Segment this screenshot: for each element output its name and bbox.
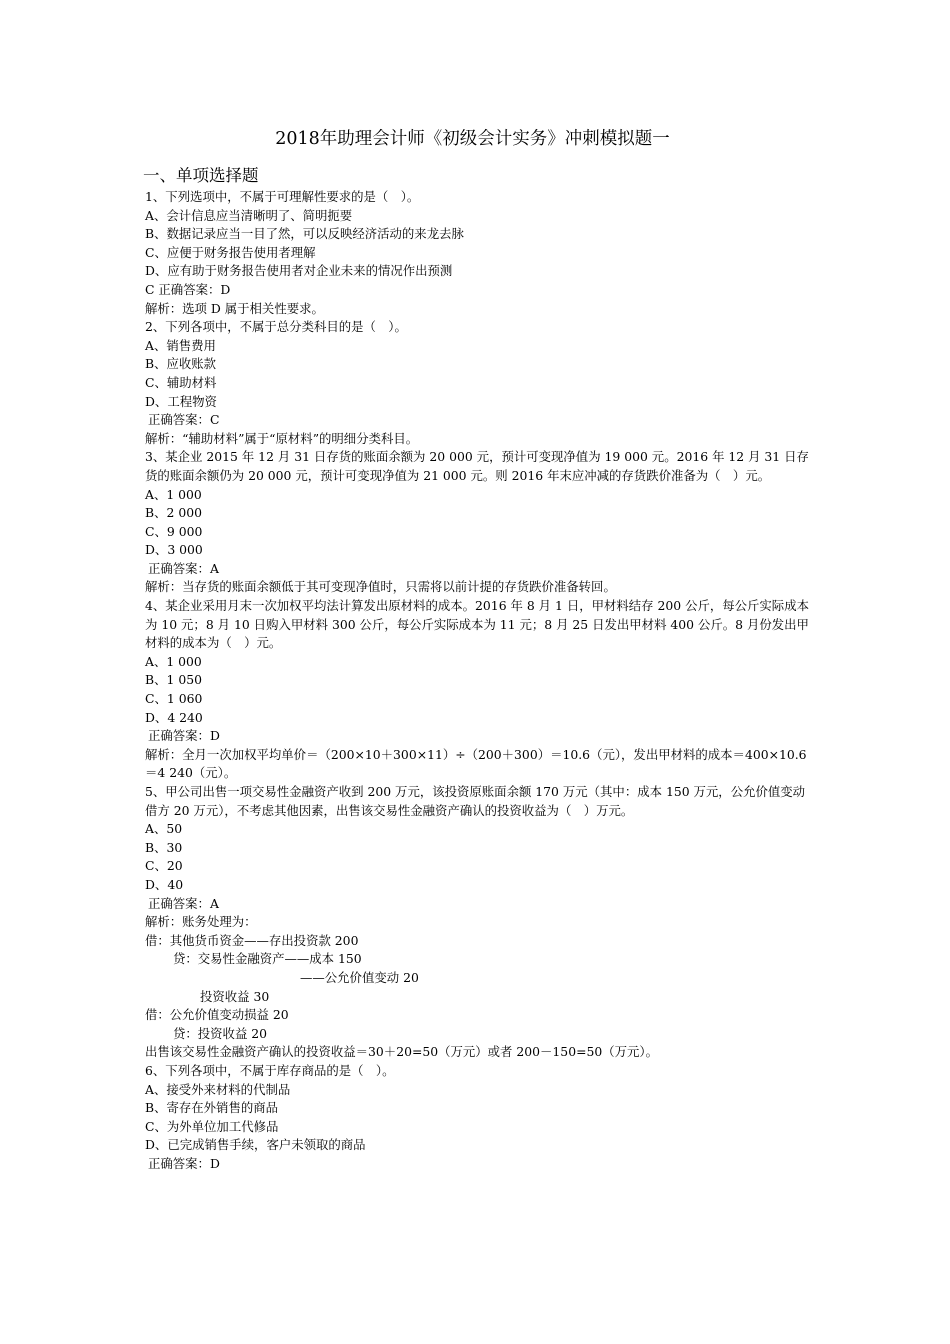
question-2-option-c: C、辅助材料 xyxy=(145,374,217,390)
question-6-stem: 6、下列各项中，不属于库存商品的是（ ）。 xyxy=(145,1062,395,1078)
section-heading: 一、单项选择题 xyxy=(143,166,259,185)
question-6-option-a: A、接受外来材料的代制品 xyxy=(145,1081,291,1097)
journal-entry-line: 贷：交易性金融资产——成本 150 xyxy=(173,951,362,967)
question-3-answer: 正确答案：A xyxy=(148,560,219,576)
question-3-option-a: A、1 000 xyxy=(145,486,202,502)
question-3-stem: 3、某企业 2015 年 12 月 31 日存货的账面余额为 20 000 元，预计可变现净值为 19 000 元。2016 年 12 月 31 日存货的账面余额仍为 20 000 元，预计可变现净值为 21 000 元。则 2016 年末应冲减的存货跌价准备为（ ）元。 xyxy=(145,449,809,483)
question-2-option-d: D、工程物资 xyxy=(145,393,217,409)
question-3-analysis: 解析：当存货的账面余额低于其可变现净值时，只需将以前计提的存货跌价准备转回。 xyxy=(145,579,616,595)
question-6-option-b: B、寄存在外销售的商品 xyxy=(145,1100,279,1116)
journal-entry-line: ——公允价值变动 20 xyxy=(300,969,419,985)
question-2-stem: 2、下列各项中，不属于总分类科目的是（ ）。 xyxy=(145,319,407,335)
question-5-option-c: C、20 xyxy=(145,858,183,874)
journal-entry-line: 贷：投资收益 20 xyxy=(173,1025,268,1041)
question-3-option-b: B、2 000 xyxy=(145,505,202,521)
question-1-stem: 1、下列选项中，不属于可理解性要求的是（ ）。 xyxy=(145,189,420,204)
question-4-option-a: A、1 000 xyxy=(145,653,202,669)
question-3-option-d: D、3 000 xyxy=(145,542,203,558)
question-2-answer: 正确答案：C xyxy=(148,412,220,428)
question-4-option-c: C、1 060 xyxy=(145,691,203,707)
journal-entry-line: 借：公允价值变动损益 20 xyxy=(145,1007,289,1023)
question-5-option-a: A、50 xyxy=(145,821,183,837)
question-2-analysis: 解析：“辅助材料”属于“原材料”的明细分类科目。 xyxy=(145,430,419,446)
document-page xyxy=(145,128,810,1173)
question-4-option-d: D、4 240 xyxy=(145,709,203,725)
question-2-option-a: A、销售费用 xyxy=(145,337,216,353)
question-1-option-d: D、应有助于财务报告使用者对企业未来的情况作出预测 xyxy=(145,263,453,279)
question-1-analysis: 解析：选项 D 属于相关性要求。 xyxy=(145,300,324,316)
question-5-conclusion: 出售该交易性金融资产确认的投资收益＝30＋20=50（万元）或者 200－150=50（万元）。 xyxy=(145,1044,658,1060)
question-4-stem: 4、某企业采用月末一次加权平均法计算发出原材料的成本。2016 年 8 月 1 日，甲材料结存 200 公斤，每公斤实际成本为 10 元；8 月 10 日购入甲材料 300 公斤，每公斤实际成本为 11 元；8 月 25 日发出甲材料 400 公斤。8 月份发出甲材料的成本为（ ）元。 xyxy=(145,598,809,651)
question-5-option-d: D、40 xyxy=(145,876,184,892)
question-5-stem: 5、甲公司出售一项交易性金融资产收到 200 万元，该投资原账面余额 170 万元（其中：成本 150 万元，公允价值变动借方 20 万元），不考虑其他因素，出售该交易性金融资产确认的投资收益为（ ）万元。 xyxy=(145,784,806,818)
question-4-answer: 正确答案：D xyxy=(148,728,220,744)
question-3-option-c: C、9 000 xyxy=(145,523,203,539)
question-1-option-c: C、应便于财务报告使用者理解 xyxy=(145,244,316,260)
question-5-analysis: 解析：账务处理为： xyxy=(145,914,257,930)
question-6-option-d: D、已完成销售手续，客户未领取的商品 xyxy=(145,1137,366,1153)
question-6-answer: 正确答案：D xyxy=(148,1155,220,1171)
question-1-option-a: A、会计信息应当清晰明了、简明扼要 xyxy=(145,207,353,223)
question-4-analysis: 解析：全月一次加权平均单价＝（200×10＋300×11）÷（200＋300）＝10.6（元），发出甲材料的成本＝400×10.6＝4 240（元）。 xyxy=(145,746,807,781)
journal-entry-line: 借：其他货币资金——存出投资款 200 xyxy=(145,932,359,948)
question-1-option-b: B、数据记录应当一目了然，可以反映经济活动的来龙去脉 xyxy=(145,226,464,242)
question-5-answer: 正确答案：A xyxy=(148,895,219,911)
question-1-answer: C 正确答案：D xyxy=(145,281,231,297)
question-5-option-b: B、30 xyxy=(145,839,183,855)
journal-entry-line: 投资收益 30 xyxy=(200,988,270,1004)
document-title: 2018年助理会计师《初级会计实务》冲刺模拟题一 xyxy=(275,129,670,149)
question-4-option-b: B、1 050 xyxy=(145,672,202,688)
question-2-option-b: B、应收账款 xyxy=(145,356,217,372)
question-6-option-c: C、为外单位加工代修品 xyxy=(145,1118,279,1134)
